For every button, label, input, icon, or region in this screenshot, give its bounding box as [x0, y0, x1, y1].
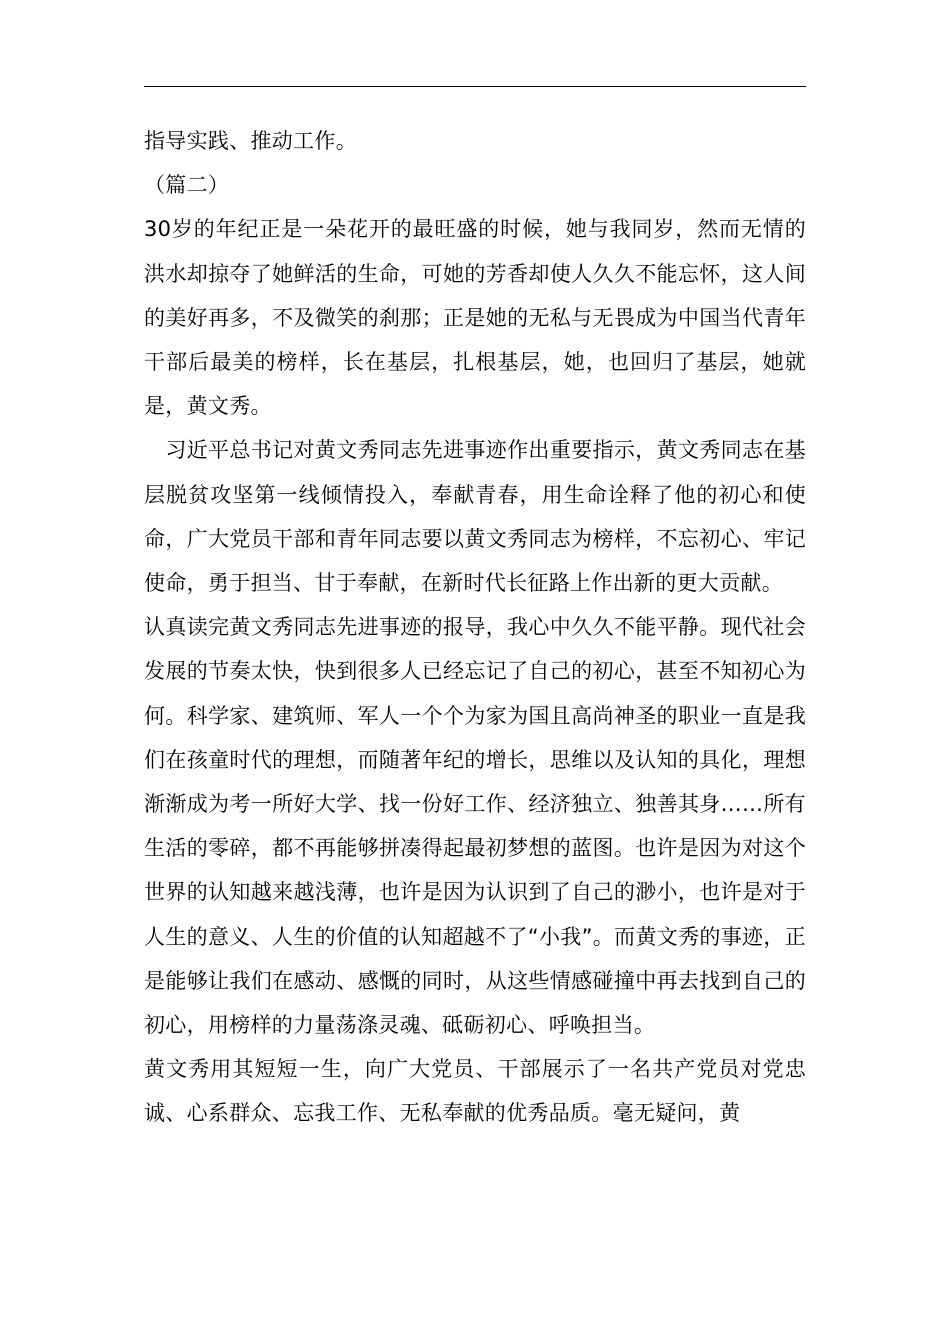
- paragraph: 黄文秀用其短短一生，向广大党员、干部展示了一名共产党员对党忠诚、心系群众、忘我工作、无私奉献的优秀品质。毫无疑问，黄: [144, 1057, 806, 1126]
- section-heading: （篇二）: [144, 173, 230, 198]
- paragraph: 习近平总书记对黄文秀同志先进事迹作出重要指示，黄文秀同志在基层脱贫攻坚第一线倾情投入，奉献青春，用生命诠释了他的初心和使命，广大党员干部和青年同志要以黄文秀同志为榜样，不忘初心、牢记使命，勇于担当、甘于奉献，在新时代长征路上作出新的更大贡献。: [144, 438, 806, 596]
- paragraph: 指导实践、推动工作。: [144, 129, 357, 153]
- header-rule: [144, 86, 806, 87]
- document-body: [144, 119, 806, 1136]
- paragraph: 认真读完黄文秀同志先进事迹的报导，我心中久久不能平静。现代社会发展的节奏太快，快到很多人已经忘记了自己的初心，甚至不知初心为何。科学家、建筑师、军人一个个为家为国且高尚神圣的职业一直是我们在孩童时代的理想，而随著年纪的增长，思维以及认知的具化，理想渐渐成为考一所好大学、找一份好工作、经济独立、独善其身……所有生活的零碎，都不再能够拼凑得起最初梦想的蓝图。也许是因为对这个世界的认知越来越浅薄，也许是因为认识到了自己的渺小，也许是对于人生的意义、人生的价值的认知超越不了“小我”。而黄文秀的事迹，正是能够让我们在感动、感慨的同时，从这些情感碰撞中再去找到自己的初心，用榜样的力量荡涤灵魂、砥砺初心、呼唤担当。: [144, 615, 806, 1038]
- paragraph: 30岁的年纪正是一朵花开的最旺盛的时候，她与我同岁，然而无情的洪水却掠夺了她鲜活的生命，可她的芳香却使人久久不能忘怀，这人间的美好再多，不及微笑的刹那；正是她的无私与无畏成为中国当代青年干部后最美的榜样，长在基层，扎根基层，她，也回归了基层，她就是，黄文秀。: [144, 217, 806, 419]
